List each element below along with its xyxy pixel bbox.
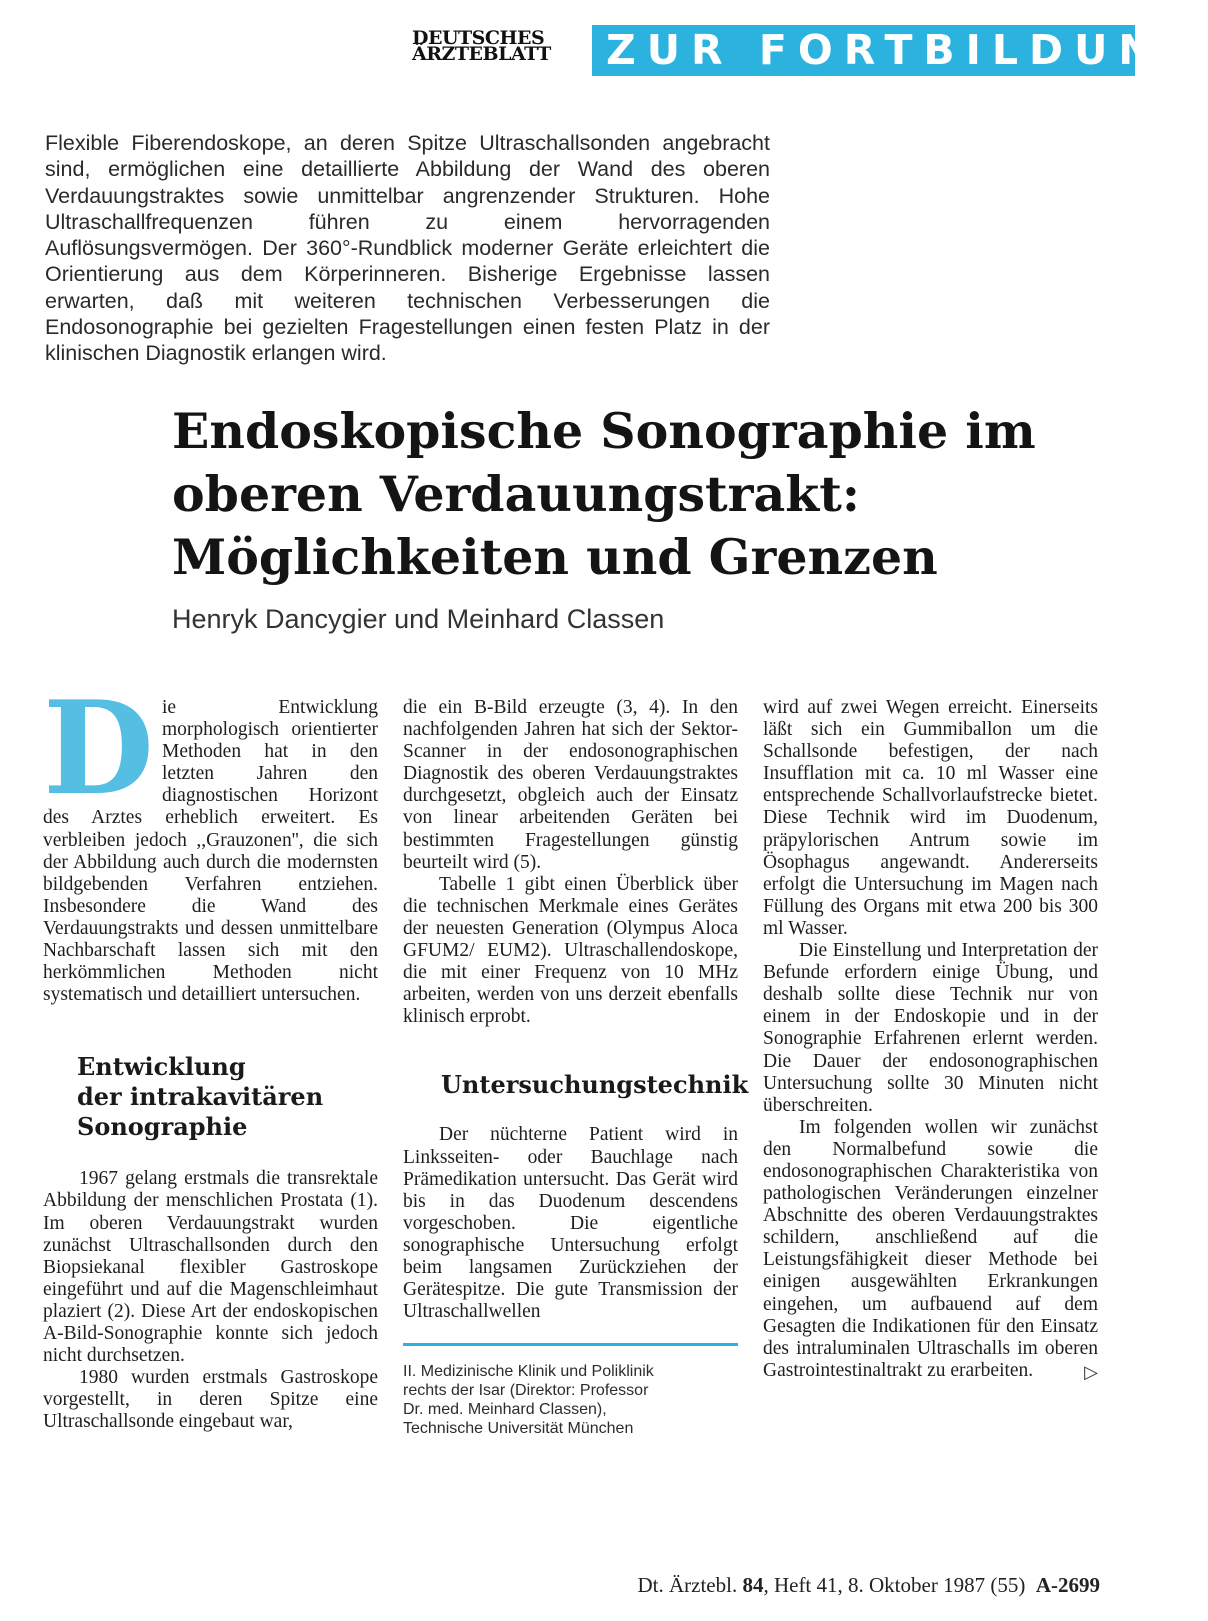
section-heading-entwicklung [77,1052,378,1142]
paragraph: die ein B-Bild erzeugte (3, 4). In den nachfolgenden Jahren hat sich der Sektor-Scanner in der endosonographischen Diagnostik des oberen Verdauungstraktes durchgesetzt, obgleich auch der Einsatz von linear arbeitenden Geräten bei bestimmten Fragestellungen günstig beurteilt wird (5). [403,697,738,873]
affiliation-footnote [403,1362,738,1438]
masthead-line2: ÄRZTEBLATT [412,43,551,65]
title-line2: oberen Verdauungstrakt: [172,465,860,523]
intro-paragraph [43,674,378,1006]
authors: Henryk Dancygier und Meinhard Classen [172,604,665,634]
paragraph: 1967 gelang erstmals die transrektale Abbildung der menschlichen Prostata (1). Im oberen Verdauungstrakt wurden zunächst Ultraschallsonden durch den Biopsiekanal flexibler Gastroskope eingeführt und auf die Magenschleimhaut plaziert (2). Diese Art der endoskopischen A-Bild-Sonographie konnte sich jedoch nicht durchsetzen. [43,1168,378,1367]
paragraph: Die Einstellung und Interpretation der Befunde erfordern einige Übung, und deshalb sollte diese Technik nur von einem in der Endoskopie und in der Sonographie Erfahrenen erlernt werden. Die Dauer der endosonographischen Untersuchung sollte 30 Minuten nicht überschreiten. [763,940,1098,1116]
intro-text: ie Entwicklung morphologisch orientierter Methoden hat in den letzten Jahren den diagnostischen Horizont des Arztes erheblich erweitert. Es verbleiben jedoch ,,Grauzonen'', die sich der Abbildung auch durch die modernsten bildgebenden Verfahren entziehen. Insbesondere die Wand des Verdauungstrakts und dessen unmittelbare Nachbarschaft lassen sich mit den herkömmlichen Methoden nicht systematisch und detailliert untersuchen. [43,697,378,1006]
affil-line3: Dr. med. Meinhard Classen), [403,1401,607,1419]
column-1 [43,674,378,1433]
affiliation-divider [403,1343,738,1346]
masthead-line1: DEUTSCHES [412,27,545,49]
title-line1: Endoskopische Sonographie im [172,402,1036,460]
heading-line2: der intrakavitären [77,1082,324,1112]
journal-abbrev: Dt. Ärztebl. [637,1573,738,1597]
section-heading-untersuchungstechnik: Untersuchungstechnik [441,1070,749,1100]
affil-line4: Technische Universität München [403,1420,634,1438]
volume-number: 84 [742,1573,764,1597]
article-title [172,400,1132,589]
abstract: Flexible Fiberendoskope, an deren Spitze Ultraschallsonden angebracht sind, ermöglichen eine detaillierte Abbildung der Wand des oberen Verdauungstraktes sowie unmittelbar angrenzender Strukturen. Hohe Ultraschallfrequenzen führen zu einem hervorragenden Auflösungsvermögen. Der 360°-Rundblick moderner Geräte erleichtert die Orientierung aus dem Körperinneren. Bisherige Ergebnisse lassen erwarten, daß mit weiteren technischen Verbesserungen die Endosonographie bei gezielten Fragestellungen einen festen Platz in der klinischen Diagnostik erlangen wird. [45,131,770,366]
column-3 [763,697,1098,1382]
title-line3: Möglichkeiten und Grenzen [172,528,938,586]
page-number: A-2699 [1035,1573,1100,1597]
affil-line2: rechts der Isar (Direktor: Professor [403,1382,649,1400]
section-banner: ZUR FORTBILDUNG [592,25,1135,76]
paragraph: Der nüchterne Patient wird in Linksseiten- oder Bauchlage nach Prämedikation untersucht. Das Gerät wird bis in das Duodenum descendens vorgeschoben. Die eigentliche sonographische Untersuchung erfolgt beim langsamen Zurückziehen der Gerätespitze. Die gute Transmission der Ultraschallwellen [403,1124,738,1323]
column-2 [403,697,749,1438]
paragraph: Tabelle 1 gibt einen Überblick über die technischen Merkmale eines Gerätes der neuesten Generation (Olympus Aloca GFUM2/ EUM2). Ultraschallendoskope, die mit einer Frequenz von 10 MHz arbeiten, werden von uns derzeit ebenfalls klinisch erprobt. [403,873,738,1028]
paragraph: wird auf zwei Wegen erreicht. Einerseits läßt sich ein Gummiballon um die Schallsonde befestigen, der nach Insufflation mit ca. 10 ml Wasser eine entsprechende Schallvorlaufstrecke bietet. Diese Technik wird im Duodenum, präpylorischen Antrum sowie im Ösophagus angewandt. Andererseits erfolgt die Untersuchung im Magen nach Füllung des Organs mit etwa 200 bis 300 ml Wasser. [763,697,1098,939]
heading-line1: Entwicklung [77,1052,246,1082]
paragraph: 1980 wurden erstmals Gastroskope vorgestellt, in deren Spitze eine Ultraschallsonde eingebaut war, [43,1367,378,1433]
journal-masthead [412,27,562,65]
issue-date: , Heft 41, 8. Oktober 1987 (55) [763,1573,1026,1597]
continue-arrow-icon: ▷ [1084,1361,1098,1382]
affil-line1: II. Medizinische Klinik und Poliklinik [403,1363,654,1381]
drop-cap: D [43,674,154,824]
heading-line3: Sonographie [77,1112,248,1142]
paragraph: Im folgenden wollen wir zunächst den Normalbefund sowie die endosonographischen Charakteristika von pathologischen Veränderungen einzelner Abschnitte des oberen Verdauungstraktes schildern, anschließend auf die Leistungsfähigkeit dieser Methode bei einigen ausgewählten Erkrankungen eingehen, um aufbauend auf dem Gesagten die Indikationen für den Einsatz des intraluminalen Ultraschalls im oberen Gastrointestinaltrakt zu erarbeiten. [763,1116,1098,1381]
page-footer [520,1572,1100,1598]
